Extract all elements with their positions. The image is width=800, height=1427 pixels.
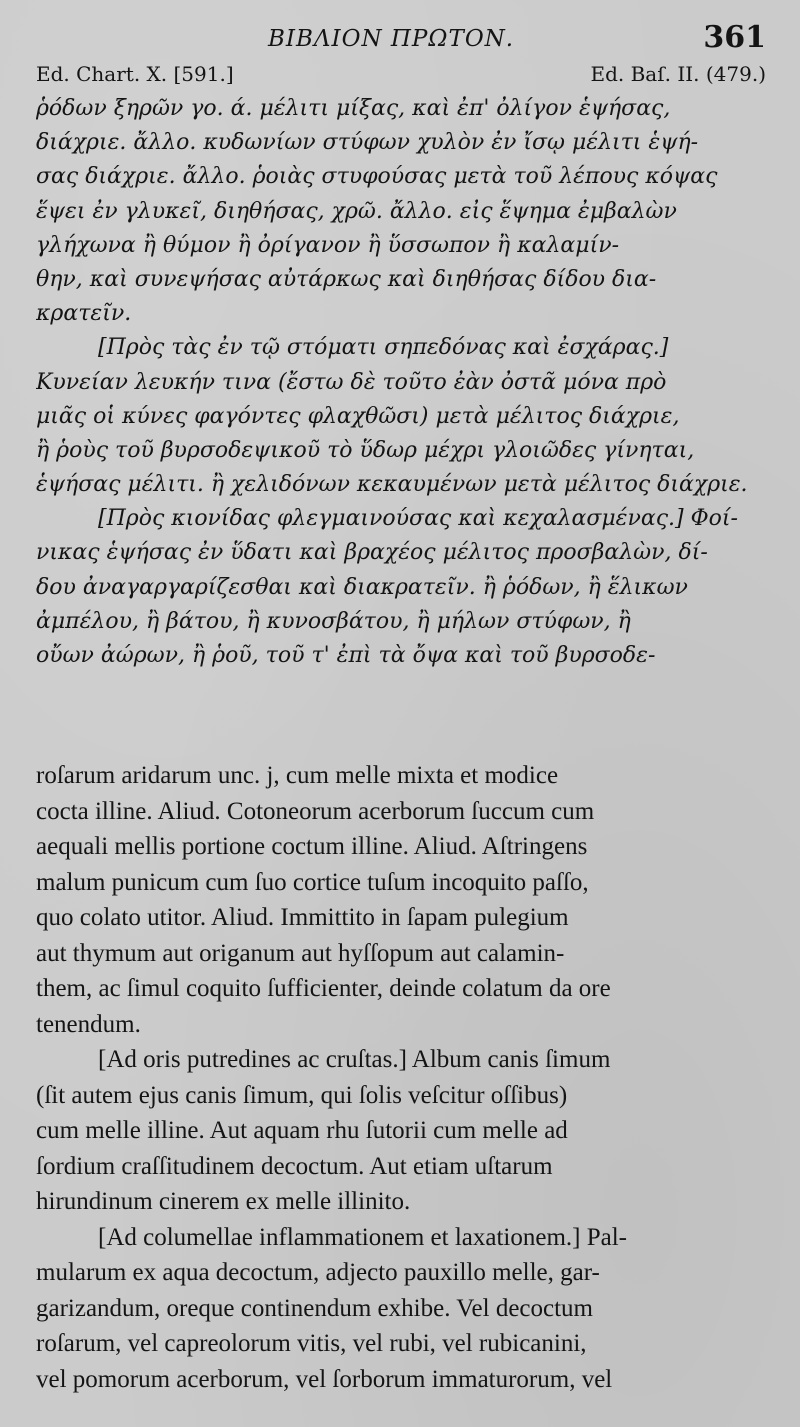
latin-line: them, ac ſimul coquito ſufficienter, deinde colatum da ore <box>36 975 611 1002</box>
greek-line: ἀμπέλου, ἢ βάτου, ἢ κυνοσβάτου, ἢ μήλων στύφων, ἢ <box>36 608 631 634</box>
latin-line: hirundinum cinerem ex melle illinito. <box>36 1188 411 1215</box>
latin-line: roſarum aridarum unc. j, cum melle mixta et modice <box>36 762 559 789</box>
latin-line: cocta illine. Aliud. Cotoneorum acerborum ſuccum cum <box>36 797 595 825</box>
edition-chart-reference: Ed. Chart. X. [591.] <box>36 62 234 86</box>
greek-line: σας διάχριε. ἄλλο. ῥοιὰς στυφούσας μετὰ τοῦ λέπους κόψας <box>36 164 718 190</box>
greek-line: μιᾶς οἱ κύνες φαγόντες φλαχθῶσι) μετὰ μέλιτος διάχριε, <box>36 403 680 429</box>
latin-line: vel pomorum acerborum, vel ſorborum immaturorum, vel <box>36 1365 613 1393</box>
greek-line: ῥόδων ξηρῶν γο. ά. μέλιτι μίξας, καὶ ἐπ' ὀλίγον ἑψήσας, <box>36 96 671 121</box>
page-header <box>36 20 766 60</box>
greek-line: δου ἀναγαργαρίζεσθαι καὶ διακρατεῖν. ἢ ῥόδων, ἢ ἕλικων <box>36 574 688 600</box>
latin-line: ſordium craſſitudinem decoctum. Aut etiam uſtarum <box>36 1152 553 1180</box>
greek-section-heading: [Πρὸς τὰς ἐν τῷ στόματι σηπεδόνας καὶ ἐσχάρας.] <box>98 335 669 361</box>
latin-line: aequali mellis portione coctum illine. Aliud. Aſtringens <box>36 833 588 860</box>
show-through-bleed <box>30 690 770 760</box>
greek-line: ἕψει ἐν γλυκεῖ, διηθήσας, χρῶ. ἄλλο. εἰς ἕψημα ἐμβαλὼν <box>36 198 677 224</box>
greek-line: ἢ ῥοὺς τοῦ βυρσοδεψικοῦ τὸ ὕδωρ μέχρι γλοιῶδες γίνηται, <box>36 437 695 463</box>
edition-reference-row <box>36 60 766 88</box>
greek-line: κρατεῖν. <box>36 301 132 327</box>
latin-line: roſarum, vel capreolorum vitis, vel rubi, vel rubicanini, <box>36 1330 587 1357</box>
latin-section-heading: [Ad oris putredines ac cruſtas.] Album canis ſimum <box>98 1046 611 1073</box>
greek-line: γλήχωνα ἢ θύμον ἢ ὀρίγανον ἢ ὕσσωπον ἢ καλαμίν- <box>36 232 620 258</box>
latin-line: mularum ex aqua decoctum, adjecto pauxillo melle, gar- <box>36 1259 600 1286</box>
latin-text-block <box>36 758 766 1397</box>
greek-section-heading: [Πρὸς κιονίδας φλεγμαινούσας καὶ κεχαλασμένας.] Φοί- <box>98 506 738 532</box>
greek-line: οὔων ἀώρων, ἢ ῥοῦ, τοῦ τ' ἐπὶ τὰ ὄψα καὶ τοῦ βυρσοδε- <box>36 643 656 668</box>
latin-line: malum punicum cum ſuo cortice tuſum incoquito paſſo, <box>36 868 589 896</box>
edition-basel-reference: Ed. Baſ. II. (479.) <box>590 62 766 86</box>
latin-line: quo colato utitor. Aliud. Immittito in ſapam pulegium <box>36 904 569 931</box>
latin-line: tenendum. <box>36 1010 141 1038</box>
greek-line: Κυνείαν λευκήν τινα (ἔστω δὲ τοῦτο ἐὰν ὀστᾶ μόνα πρὸ <box>36 369 667 395</box>
greek-line: νικας ἑψήσας ἐν ὕδατι καὶ βραχέος μέλιτος προσβαλὼν, δί- <box>36 540 708 566</box>
greek-line: διάχριε. ἄλλο. κυδωνίων στύφων χυλὸν ἐν ἴσῳ μέλιτι ἑψή- <box>36 130 699 156</box>
latin-line: garizandum, oreque continendum exhibe. Vel decoctum <box>36 1294 593 1322</box>
latin-line: aut thymum aut origanum aut hyſſopum aut calamin- <box>36 939 565 967</box>
greek-line: θην, καὶ συνεψήσας αὐτάρκως καὶ διηθήσας δίδου δια- <box>36 266 657 292</box>
latin-line: cum melle illine. Aut aquam rhu ſutorii cum melle ad <box>36 1117 568 1144</box>
latin-section-heading: [Ad columellae inflammationem et laxationem.] Pal- <box>98 1223 627 1251</box>
running-title: ΒΙΒΛΙΟΝ ΠΡΩΤΟΝ. <box>268 26 515 52</box>
latin-line: (ſit autem ejus canis ſimum, qui ſolis veſcitur oſſibus) <box>36 1081 568 1109</box>
greek-line: ἑψήσας μέλιτι. ἢ χελιδόνων κεκαυμένων μετὰ μέλιτος διάχριε. <box>36 472 748 498</box>
greek-text-block <box>36 92 766 673</box>
page-number: 361 <box>703 20 766 55</box>
